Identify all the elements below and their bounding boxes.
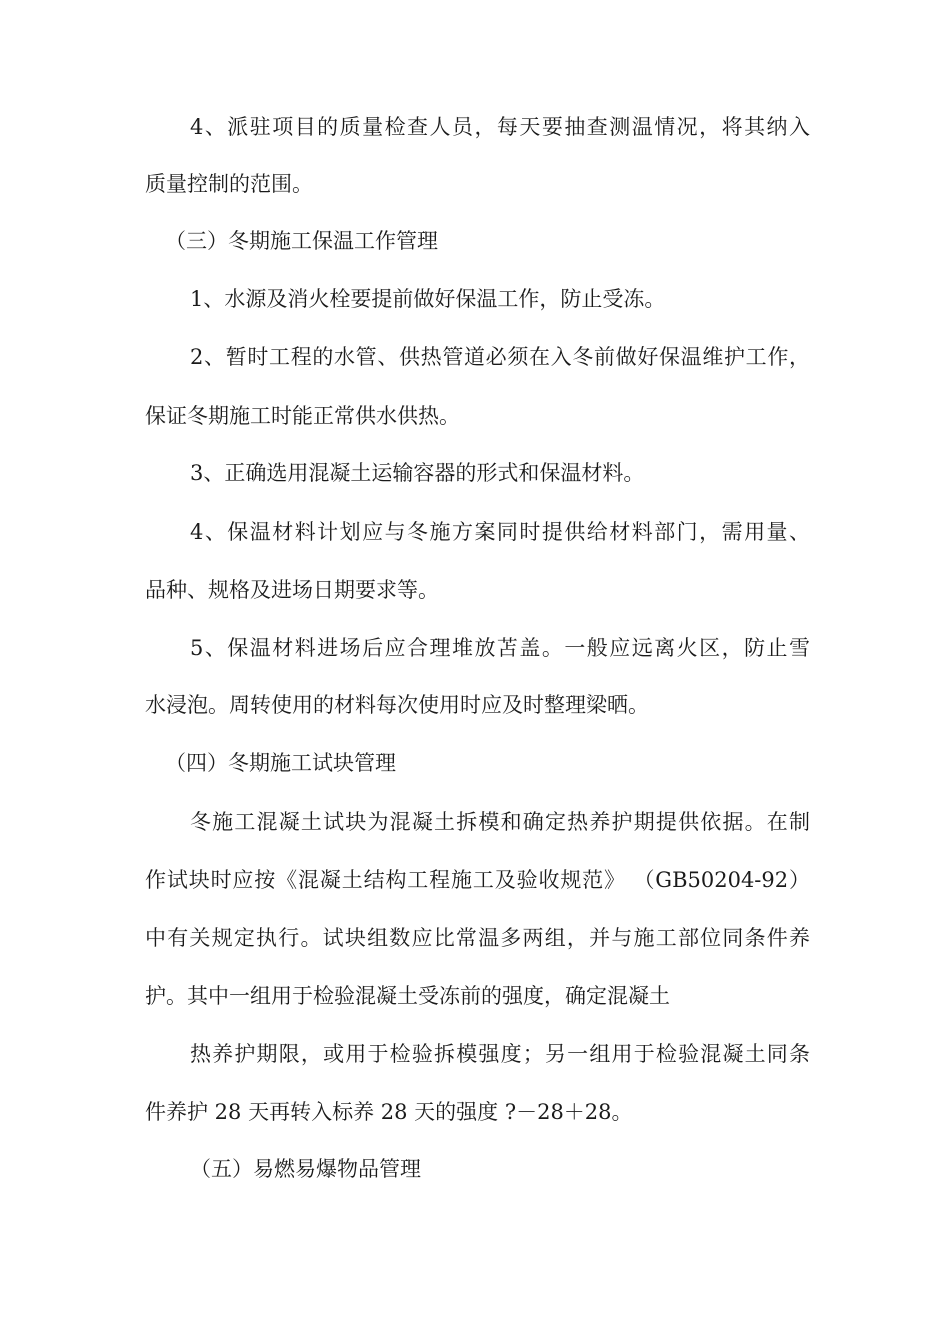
section-heading: （四）冬期施工试块管理: [165, 751, 396, 775]
paragraph-line: 中有关规定执行。试块组数应比常温多两组，并与施工部位同条件养: [145, 926, 810, 950]
paragraph-line: 质量控制的范围。: [145, 172, 313, 196]
paragraph-line: 2、暂时工程的水管、供热管道必须在入冬前做好保温维护工作，: [190, 345, 810, 369]
paragraph-line: 件养护 28 天再转入标养 28 天的强度 ?－28＋28。: [145, 1100, 633, 1124]
paragraph-line: 4、保温材料计划应与冬施方案同时提供给材料部门，需用量、: [190, 520, 810, 544]
section-heading: （五）易燃易爆物品管理: [190, 1157, 421, 1181]
paragraph-line: 护。其中一组用于检验混凝土受冻前的强度，确定混凝土: [145, 984, 670, 1008]
paragraph-line: 1、水源及消火栓要提前做好保温工作，防止受冻。: [190, 287, 666, 311]
paragraph-line: 水浸泡。周转使用的材料每次使用时应及时整理梁晒。: [145, 693, 649, 717]
paragraph-line: 5、保温材料进场后应合理堆放苫盖。一般应远离火区，防止雪: [190, 636, 810, 660]
paragraph-line: 作试块时应按《混凝土结构工程施工及验收规范》 （GB50204-92）: [145, 868, 810, 892]
paragraph-line: 3、正确选用混凝土运输容器的形式和保温材料。: [190, 461, 645, 485]
section-heading: （三）冬期施工保温工作管理: [165, 229, 438, 253]
paragraph-line: 保证冬期施工时能正常供水供热。: [145, 404, 460, 428]
paragraph-line: 热养护期限，或用于检验拆模强度；另一组用于检验混凝土同条: [190, 1042, 810, 1066]
paragraph-line: 4、派驻项目的质量检查人员，每天要抽查测温情况，将其纳入: [190, 115, 810, 139]
paragraph-line: 品种、规格及进场日期要求等。: [145, 578, 439, 602]
paragraph-line: 冬施工混凝土试块为混凝土拆模和确定热养护期提供依据。在制: [190, 810, 810, 834]
